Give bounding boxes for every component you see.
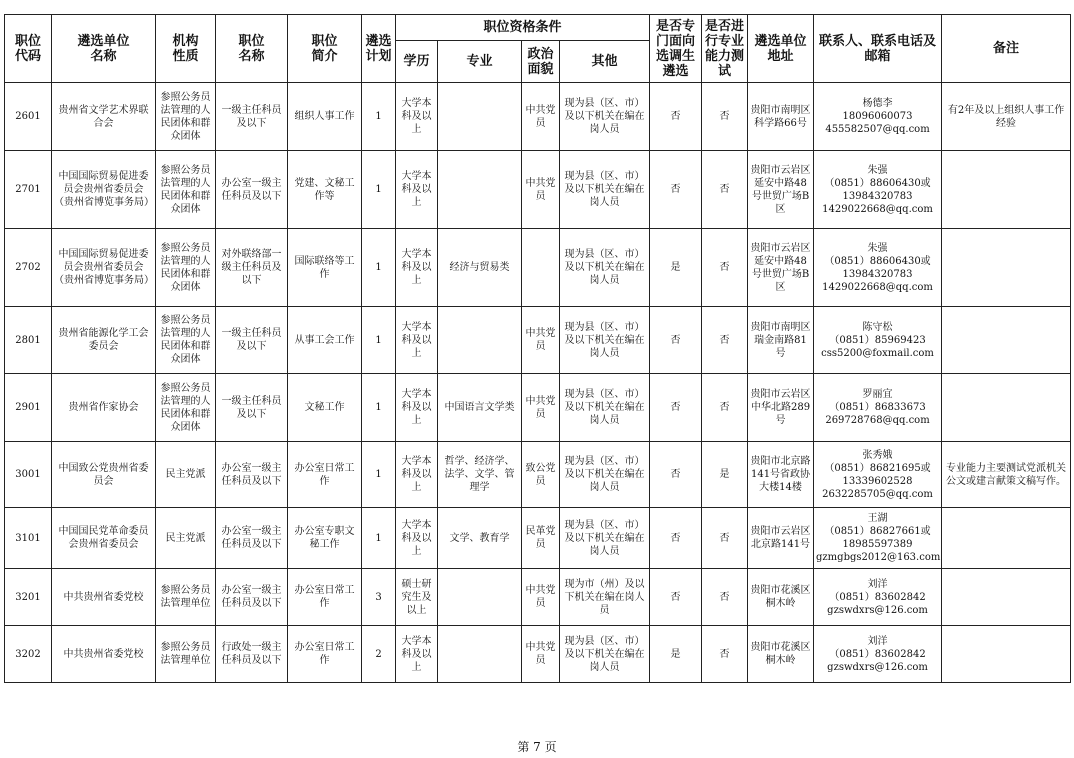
header-unit: 遴选单位 名称 bbox=[52, 15, 156, 83]
major-cell bbox=[438, 307, 522, 374]
political-cell: 中共党员 bbox=[522, 626, 560, 683]
education-cell: 大学本科及以上 bbox=[396, 374, 438, 442]
intro-cell: 国际联络等工作 bbox=[288, 229, 362, 307]
positions-table bbox=[4, 14, 1071, 683]
nature-cell: 参照公务员法管理单位 bbox=[156, 626, 216, 683]
political-cell: 中共党员 bbox=[522, 374, 560, 442]
unit-cell: 中国国际贸易促进委员会贵州省委员会（贵州省博览事务局） bbox=[52, 229, 156, 307]
major-cell: 文学、教育学 bbox=[438, 508, 522, 569]
table-body bbox=[5, 83, 1071, 683]
nature-cell: 参照公务员法管理的人民团体和群众团体 bbox=[156, 229, 216, 307]
directional-cell: 否 bbox=[650, 508, 702, 569]
nature-cell: 参照公务员法管理的人民团体和群众团体 bbox=[156, 151, 216, 229]
header-other: 其他 bbox=[560, 41, 650, 83]
code-cell: 3201 bbox=[5, 569, 52, 626]
nature-cell: 参照公务员法管理的人民团体和群众团体 bbox=[156, 83, 216, 151]
other-cell: 现为市（州）及以下机关在编在岗人员 bbox=[560, 569, 650, 626]
other-cell: 现为县（区、市）及以下机关在编在岗人员 bbox=[560, 626, 650, 683]
major-cell bbox=[438, 83, 522, 151]
directional-cell: 否 bbox=[650, 83, 702, 151]
remarks-cell: 有2年及以上组织人事工作经验 bbox=[942, 83, 1071, 151]
major-cell bbox=[438, 569, 522, 626]
nature-cell: 参照公务员法管理单位 bbox=[156, 569, 216, 626]
plan-cell: 2 bbox=[362, 626, 396, 683]
header-directional: 是否专 门面向 选调生 遴选 bbox=[650, 15, 702, 83]
unit-cell: 中国国民党革命委员会贵州省委员会 bbox=[52, 508, 156, 569]
nature-cell: 民主党派 bbox=[156, 508, 216, 569]
intro-cell: 办公室日常工作 bbox=[288, 569, 362, 626]
remarks-cell bbox=[942, 374, 1071, 442]
unit-cell: 贵州省文学艺术界联合会 bbox=[52, 83, 156, 151]
political-cell: 中共党员 bbox=[522, 307, 560, 374]
position-cell: 一级主任科员及以下 bbox=[216, 307, 288, 374]
address-cell: 贵阳市南明区科学路66号 bbox=[748, 83, 814, 151]
directional-cell: 是 bbox=[650, 229, 702, 307]
education-cell: 大学本科及以上 bbox=[396, 626, 438, 683]
address-cell: 贵阳市云岩区中华北路289号 bbox=[748, 374, 814, 442]
directional-cell: 是 bbox=[650, 626, 702, 683]
table-row bbox=[5, 569, 1071, 626]
code-cell: 2601 bbox=[5, 83, 52, 151]
code-cell: 2801 bbox=[5, 307, 52, 374]
education-cell: 大学本科及以上 bbox=[396, 508, 438, 569]
remarks-cell bbox=[942, 307, 1071, 374]
position-cell: 办公室一级主任科员及以下 bbox=[216, 508, 288, 569]
plan-cell: 1 bbox=[362, 229, 396, 307]
other-cell: 现为县（区、市）及以下机关在编在岗人员 bbox=[560, 229, 650, 307]
header-political: 政治 面貌 bbox=[522, 41, 560, 83]
code-cell: 2701 bbox=[5, 151, 52, 229]
position-cell: 办公室一级主任科员及以下 bbox=[216, 442, 288, 508]
code-cell: 2901 bbox=[5, 374, 52, 442]
code-cell: 3101 bbox=[5, 508, 52, 569]
table-row bbox=[5, 307, 1071, 374]
code-cell: 2702 bbox=[5, 229, 52, 307]
header-address: 遴选单位 地址 bbox=[748, 15, 814, 83]
major-cell: 中国语言文学类 bbox=[438, 374, 522, 442]
political-cell: 中共党员 bbox=[522, 569, 560, 626]
directional-cell: 否 bbox=[650, 569, 702, 626]
position-cell: 办公室一级主任科员及以下 bbox=[216, 569, 288, 626]
education-cell: 大学本科及以上 bbox=[396, 83, 438, 151]
intro-cell: 办公室日常工作 bbox=[288, 626, 362, 683]
unit-cell: 贵州省作家协会 bbox=[52, 374, 156, 442]
plan-cell: 3 bbox=[362, 569, 396, 626]
address-cell: 贵阳市云岩区北京路141号 bbox=[748, 508, 814, 569]
intro-cell: 办公室专职文秘工作 bbox=[288, 508, 362, 569]
table-row bbox=[5, 626, 1071, 683]
table-row bbox=[5, 508, 1071, 569]
ability-test-cell: 否 bbox=[702, 569, 748, 626]
intro-cell: 从事工会工作 bbox=[288, 307, 362, 374]
nature-cell: 参照公务员法管理的人民团体和群众团体 bbox=[156, 374, 216, 442]
education-cell: 大学本科及以上 bbox=[396, 442, 438, 508]
header-remarks: 备注 bbox=[942, 15, 1071, 83]
unit-cell: 中国致公党贵州省委员会 bbox=[52, 442, 156, 508]
political-cell bbox=[522, 229, 560, 307]
ability-test-cell: 否 bbox=[702, 374, 748, 442]
plan-cell: 1 bbox=[362, 83, 396, 151]
other-cell: 现为县（区、市）及以下机关在编在岗人员 bbox=[560, 151, 650, 229]
ability-test-cell: 是 bbox=[702, 442, 748, 508]
contact-cell: 朱强 （0851）88606430或 13984320783 1429022668@qq.com bbox=[814, 229, 942, 307]
table-row bbox=[5, 442, 1071, 508]
code-cell: 3001 bbox=[5, 442, 52, 508]
contact-cell: 刘洋 （0851）83602842 gzswdxrs@126.com bbox=[814, 626, 942, 683]
contact-cell: 陈守松 （0851）85969423 css5200@foxmail.com bbox=[814, 307, 942, 374]
directional-cell: 否 bbox=[650, 442, 702, 508]
intro-cell: 组织人事工作 bbox=[288, 83, 362, 151]
education-cell: 大学本科及以上 bbox=[396, 229, 438, 307]
position-cell: 办公室一级主任科员及以下 bbox=[216, 151, 288, 229]
ability-test-cell: 否 bbox=[702, 626, 748, 683]
political-cell: 致公党员 bbox=[522, 442, 560, 508]
directional-cell: 否 bbox=[650, 374, 702, 442]
nature-cell: 民主党派 bbox=[156, 442, 216, 508]
table-row bbox=[5, 229, 1071, 307]
plan-cell: 1 bbox=[362, 374, 396, 442]
ability-test-cell: 否 bbox=[702, 508, 748, 569]
position-cell: 一级主任科员及以下 bbox=[216, 83, 288, 151]
contact-cell: 朱强 （0851）88606430或 13984320783 1429022668@qq.com bbox=[814, 151, 942, 229]
plan-cell: 1 bbox=[362, 442, 396, 508]
contact-cell: 刘洋 （0851）83602842 gzswdxrs@126.com bbox=[814, 569, 942, 626]
address-cell: 贵阳市云岩区延安中路48号世贸广场B区 bbox=[748, 229, 814, 307]
contact-cell: 王湖 （0851）86827661或 18985597389 gzmgbgs2012@163.com bbox=[814, 508, 942, 569]
address-cell: 贵阳市花溪区桐木岭 bbox=[748, 569, 814, 626]
directional-cell: 否 bbox=[650, 151, 702, 229]
remarks-cell bbox=[942, 229, 1071, 307]
header-contact: 联系人、联系电话及 邮箱 bbox=[814, 15, 942, 83]
table-row bbox=[5, 374, 1071, 442]
political-cell: 中共党员 bbox=[522, 83, 560, 151]
address-cell: 贵阳市南明区瑞金南路81号 bbox=[748, 307, 814, 374]
major-cell bbox=[438, 151, 522, 229]
ability-test-cell: 否 bbox=[702, 83, 748, 151]
header-intro: 职位 简介 bbox=[288, 15, 362, 83]
contact-cell: 张秀娥 （0851）86821695或 13339602528 2632285705@qq.com bbox=[814, 442, 942, 508]
position-cell: 一级主任科员及以下 bbox=[216, 374, 288, 442]
position-cell: 行政处一级主任科员及以下 bbox=[216, 626, 288, 683]
unit-cell: 中共贵州省委党校 bbox=[52, 626, 156, 683]
plan-cell: 1 bbox=[362, 508, 396, 569]
contact-cell: 杨德李 18096060073 455582507@qq.com bbox=[814, 83, 942, 151]
other-cell: 现为县（区、市）及以下机关在编在岗人员 bbox=[560, 508, 650, 569]
contact-cell: 罗丽宜 （0851）86833673 269728768@qq.com bbox=[814, 374, 942, 442]
plan-cell: 1 bbox=[362, 151, 396, 229]
major-cell: 经济与贸易类 bbox=[438, 229, 522, 307]
nature-cell: 参照公务员法管理的人民团体和群众团体 bbox=[156, 307, 216, 374]
intro-cell: 党建、文秘工作等 bbox=[288, 151, 362, 229]
education-cell: 大学本科及以上 bbox=[396, 307, 438, 374]
major-cell: 哲学、经济学、法学、文学、管理学 bbox=[438, 442, 522, 508]
header-ability-test: 是否进 行专业 能力测 试 bbox=[702, 15, 748, 83]
unit-cell: 中共贵州省委党校 bbox=[52, 569, 156, 626]
intro-cell: 办公室日常工作 bbox=[288, 442, 362, 508]
unit-cell: 贵州省能源化学工会委员会 bbox=[52, 307, 156, 374]
political-cell: 民革党员 bbox=[522, 508, 560, 569]
other-cell: 现为县（区、市）及以下机关在编在岗人员 bbox=[560, 442, 650, 508]
plan-cell: 1 bbox=[362, 307, 396, 374]
header-code: 职位 代码 bbox=[5, 15, 52, 83]
remarks-cell bbox=[942, 151, 1071, 229]
unit-cell: 中国国际贸易促进委员会贵州省委员会（贵州省博览事务局） bbox=[52, 151, 156, 229]
header-major: 专业 bbox=[438, 41, 522, 83]
other-cell: 现为县（区、市）及以下机关在编在岗人员 bbox=[560, 307, 650, 374]
table-row bbox=[5, 83, 1071, 151]
address-cell: 贵阳市北京路141号省政协大楼14楼 bbox=[748, 442, 814, 508]
header-education: 学历 bbox=[396, 41, 438, 83]
directional-cell: 否 bbox=[650, 307, 702, 374]
table-row bbox=[5, 151, 1071, 229]
page-number: 第 7 页 bbox=[517, 740, 557, 754]
header-position: 职位 名称 bbox=[216, 15, 288, 83]
intro-cell: 文秘工作 bbox=[288, 374, 362, 442]
ability-test-cell: 否 bbox=[702, 307, 748, 374]
remarks-cell: 专业能力主要测试党派机关公文或建言献策文稿写作。 bbox=[942, 442, 1071, 508]
address-cell: 贵阳市云岩区延安中路48号世贸广场B区 bbox=[748, 151, 814, 229]
remarks-cell bbox=[942, 569, 1071, 626]
address-cell: 贵阳市花溪区桐木岭 bbox=[748, 626, 814, 683]
position-cell: 对外联络部一级主任科员及以下 bbox=[216, 229, 288, 307]
political-cell: 中共党员 bbox=[522, 151, 560, 229]
header-nature: 机构 性质 bbox=[156, 15, 216, 83]
remarks-cell bbox=[942, 626, 1071, 683]
remarks-cell bbox=[942, 508, 1071, 569]
code-cell: 3202 bbox=[5, 626, 52, 683]
header-qualifications: 职位资格条件 bbox=[396, 15, 650, 41]
other-cell: 现为县（区、市）及以下机关在编在岗人员 bbox=[560, 83, 650, 151]
ability-test-cell: 否 bbox=[702, 151, 748, 229]
major-cell bbox=[438, 626, 522, 683]
other-cell: 现为县（区、市）及以下机关在编在岗人员 bbox=[560, 374, 650, 442]
header-plan: 遴选 计划 bbox=[362, 15, 396, 83]
education-cell: 硕士研究生及以上 bbox=[396, 569, 438, 626]
education-cell: 大学本科及以上 bbox=[396, 151, 438, 229]
ability-test-cell: 否 bbox=[702, 229, 748, 307]
